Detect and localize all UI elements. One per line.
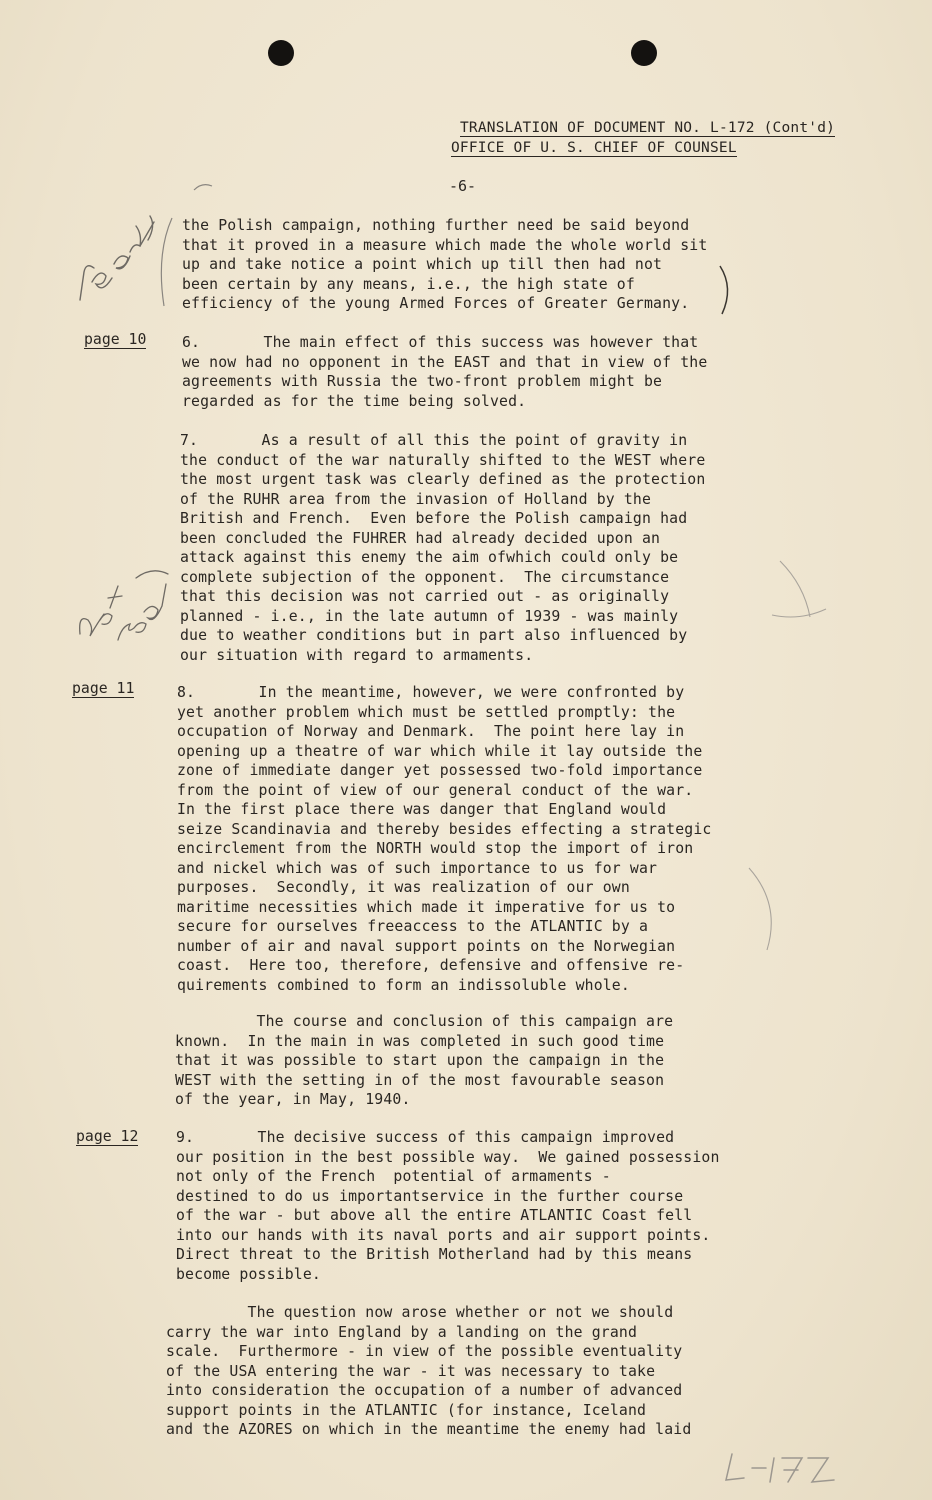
paragraph-9-continued: The question now arose whether or not we should carry the war into England by a landing on the grand scale. Furthermore - in view of the possible eventuality of the USA entering the war - it was necessary to take into consideration the occupation of a number of advanced support points in the ATLANTIC (for instance, Iceland and the AZORES on which in the meantime the enemy had laid xyxy=(166,1304,692,1438)
paragraph-intro: the Polish campaign, nothing further need be said beyond that it proved in a measure which made the whole world sit up and take notice a point which up till then had not been certain by any means, i.e., the high state of efficiency of the young Armed Forces of Greater Germany. xyxy=(182,217,708,312)
header-translation-line: TRANSLATION OF DOCUMENT NO. L-172 (Cont'd) xyxy=(460,120,836,136)
paragraph-8-continued: The course and conclusion of this campaign are known. In the main in was completed in such good time that it was possible to start upon the campaign in the WEST with the setting in of the most favourable season of the year, in May, 1940. xyxy=(175,1013,674,1108)
punch-hole-right xyxy=(631,40,657,66)
paragraph-6: 6. The main effect of this success was however that we now had no opponent in the EAST and that in view of the agreements with Russia the two-front problem might be regarded as for the time being solved. xyxy=(182,334,708,410)
pencil-arc-mark-2 xyxy=(745,864,785,954)
header-office-line: OFFICE OF U. S. CHIEF OF COUNSEL xyxy=(451,140,737,156)
pencil-arc-mark xyxy=(770,555,830,625)
punch-hole-left xyxy=(268,40,294,66)
paragraph-7: 7. As a result of all this the point of gravity in the conduct of the war naturally shifted to the WEST where the most urgent task was clearly defined as the protection of the RUHR area from the invasion of Holland by the British and French. Even before the Polish campaign had been concluded the FUHRER had already decided upon an attack against this enemy the aim ofwhich could only be complete subjection of the opponent. The circumstance that this decision was not carried out - as originally planned - i.e., in the late autumn of 1939 - was mainly due to weather conditions but in part also influenced by our situation with regard to armaments. xyxy=(180,432,706,664)
footer-handwritten-reference xyxy=(722,1448,842,1488)
paragraph-9: 9. The decisive success of this campaign improved our position in the best possible way. We gained possession not only of the French potential of armaments - destined to do us importantservice in the further course of the war - but above all the entire ATLANTIC Coast fell into our hands with its naval ports and air support points. Direct threat to the British Motherland had by this means become possible. xyxy=(176,1129,720,1283)
page-number: -6- xyxy=(449,177,477,195)
pencil-bracket-left xyxy=(150,214,180,314)
margin-label-page-12: page 12 xyxy=(76,1128,139,1145)
paragraph-8: 8. In the meantime, however, we were confronted by yet another problem which must be settled promptly: the occupation of Norway and Denmark. The point here lay in opening up a theatre of war which while it lay outside the zone of immediate danger yet possessed two-fold importance from the point of view of our general conduct of the war. In the first place there was danger that England would seize Scandinavia and thereby besides effecting a strategic encirclement from the NORTH would stop the import of iron and nickel which was of such importance to us for war purposes. Secondly, it was realization of our own maritime necessities which made it imperative for us to secure for ourselves freeaccess to the ATLANTIC by a number of air and naval support points on the Norwegian coast. Here too, therefore, defensive and offensive re- quirements combined to form an indissoluble whole. xyxy=(177,684,712,994)
pencil-bracket-right xyxy=(716,264,736,316)
pencil-note-read xyxy=(70,212,162,312)
margin-label-page-11: page 11 xyxy=(72,680,135,697)
margin-label-page-10: page 10 xyxy=(84,331,147,348)
pencil-note-not-read xyxy=(74,564,170,648)
pencil-tick-mark xyxy=(192,180,216,192)
